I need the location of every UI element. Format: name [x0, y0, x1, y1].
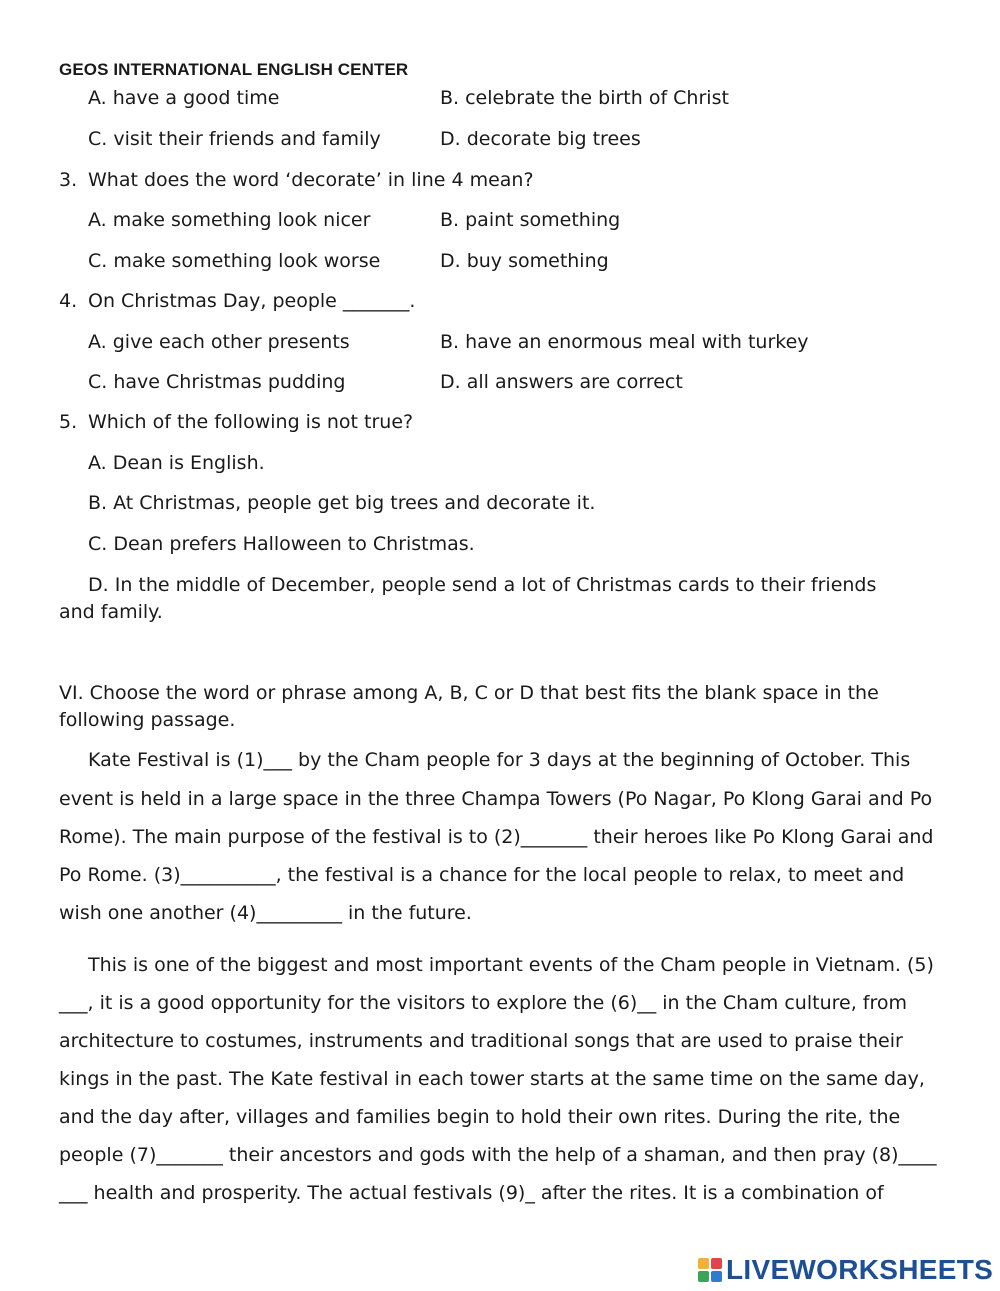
section-title: VI. Choose the word or phrase among A, B, C or D that best fits the blank space in the [59, 682, 879, 704]
q2-option-d[interactable]: D. decorate big trees [440, 128, 641, 150]
q4-option-c[interactable]: C. have Christmas pudding [88, 371, 346, 393]
q2-option-b[interactable]: B. celebrate the birth of Christ [440, 87, 729, 109]
passage-line: people (7)_______ their ancestors and gods with the help of a shaman, and then pray (8)____ [59, 1144, 937, 1166]
liveworksheets-logo[interactable] [698, 1253, 993, 1287]
q5-option-d[interactable]: D. In the middle of December, people send a lot of Christmas cards to their friends [88, 574, 877, 596]
q5-option-d-continued: and family. [59, 601, 163, 623]
q4-question: On Christmas Day, people _______. [88, 290, 416, 312]
q5-option-a[interactable]: A. Dean is English. [88, 452, 265, 474]
center-header: GEOS INTERNATIONAL ENGLISH CENTER [59, 60, 409, 79]
passage-line: kings in the past. The Kate festival in each tower starts at the same time on the same day, [59, 1068, 925, 1090]
q2-option-c[interactable]: C. visit their friends and family [88, 128, 381, 150]
section-title-continued: following passage. [59, 709, 236, 731]
logo-mark-icon [698, 1258, 722, 1282]
q5-number: 5. [59, 411, 78, 433]
q2-option-a[interactable]: A. have a good time [88, 87, 280, 109]
q4-option-b[interactable]: B. have an enormous meal with turkey [440, 331, 809, 353]
passage-line: and the day after, villages and families begin to hold their own rites. During the rite, the [59, 1106, 901, 1128]
passage-line: ___, it is a good opportunity for the visitors to explore the (6)__ in the Cham culture, from [59, 992, 907, 1014]
passage-line: This is one of the biggest and most important events of the Cham people in Vietnam. (5) [88, 954, 934, 976]
q5-question: Which of the following is not true? [88, 411, 414, 433]
q4-option-a[interactable]: A. give each other presents [88, 331, 350, 353]
q3-option-d[interactable]: D. buy something [440, 250, 609, 272]
q5-option-b[interactable]: B. At Christmas, people get big trees and decorate it. [88, 492, 596, 514]
q4-option-d[interactable]: D. all answers are correct [440, 371, 683, 393]
q5-option-c[interactable]: C. Dean prefers Halloween to Christmas. [88, 533, 475, 555]
passage-line: wish one another (4)_________ in the future. [59, 902, 472, 924]
q3-option-a[interactable]: A. make something look nicer [88, 209, 371, 231]
q4-number: 4. [59, 290, 78, 312]
q3-number: 3. [59, 169, 78, 191]
passage-line: Po Rome. (3)__________, the festival is a chance for the local people to relax, to meet and [59, 864, 905, 886]
passage-line: Kate Festival is (1)___ by the Cham people for 3 days at the beginning of October. This [88, 749, 911, 771]
passage-line: ___ health and prosperity. The actual festivals (9)_ after the rites. It is a combination of [59, 1182, 884, 1204]
passage-line: Rome). The main purpose of the festival is to (2)_______ their heroes like Po Klong Garai and [59, 826, 934, 848]
q3-question: What does the word ‘decorate’ in line 4 mean? [88, 169, 534, 191]
passage-line: event is held in a large space in the three Champa Towers (Po Nagar, Po Klong Garai and Po [59, 788, 933, 810]
passage-line: architecture to costumes, instruments and traditional songs that are used to praise their [59, 1030, 903, 1052]
q3-option-b[interactable]: B. paint something [440, 209, 621, 231]
logo-text: LIVEWORKSHEETS [726, 1254, 994, 1285]
q3-option-c[interactable]: C. make something look worse [88, 250, 381, 272]
